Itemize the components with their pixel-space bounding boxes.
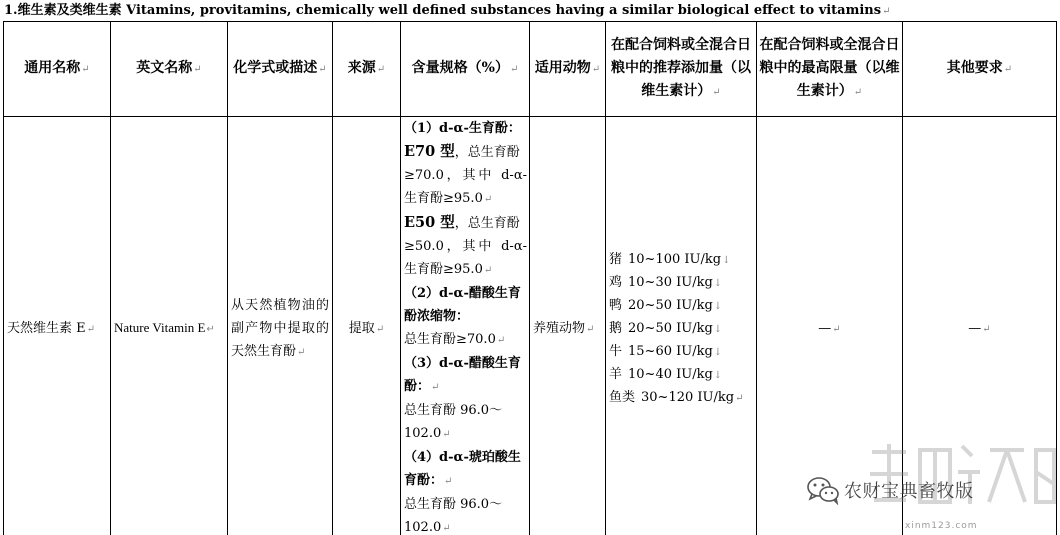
header-recommended-dosage: 在配合饲料或全混合日粮中的推荐添加量（以维生素计）↵ [606,22,757,117]
dosage-row: 鹅 20~50 IU/kg↓ [609,321,723,336]
paragraph-mark: ↵ [882,6,891,17]
header-common-name: 通用名称↵ [4,22,111,117]
header-other-requirements: 其他要求↵ [903,22,1057,117]
header-source: 来源↵ [333,22,401,117]
cell-description: 从天然植物油的副产物中提取的天然生育酚↵ [228,117,333,535]
wechat-icon [806,475,840,505]
dosage-row: 鸭 20~50 IU/kg↓ [609,298,723,313]
watermark [806,470,1046,510]
content-item-3-heading: （3）d-α-醋酸生育 [404,356,521,371]
cell-other-requirements: —↵ [903,117,1057,535]
content-item-2-value: 总生育酚≥70.0 [404,332,496,347]
content-item-2-heading: （2）d-α-醋酸生育 [404,286,521,301]
cell-source: 提取↵ [333,117,401,535]
cell-common-name: 天然维生素 E↵ [4,117,111,535]
content-item-4-value: 总生育酚 96.0～ [404,497,503,512]
dosage-row: 鸡 10~30 IU/kg↓ [609,275,723,290]
content-e70-type: E70 型 [404,143,455,160]
cell-recommended-dosage [606,117,757,535]
document-title: 1.维生素及类维生素 Vitamins, provitamins, chemically well defined substances having a similar biological effect to vitamins↵ [4,3,891,18]
header-animals: 适用动物↵ [530,22,606,117]
content-e70-total: ≥70.0，其中 d-α- [404,168,527,183]
cell-english-name: Nature Vitamin E↵ [111,117,228,535]
header-max-limit: 在配合饲料或全混合日粮中的最高限量（以维生素计）↵ [757,22,903,117]
cell-max-limit: —↵ [757,117,903,535]
cell-content-spec: （1）d-α-生育酚： E70 型，总生育酚 ≥70.0，其中 d-α- 生育酚≥95.0↵ E50 型，总生育酚 ≥50.0，其中 d-α- 生育酚≥95.0↵ （2）d-α-醋酸生育 酚浓缩物： 总生育酚≥70.0↵ （3）d-α-醋酸生育 酚：↵ 总生育酚 96.0～ 102.0↵ （4）d-α-琥珀酸生 育酚：↵ 总生育酚 96.0～ 102.0↵ [401,117,530,535]
header-english-name: 英文名称↵ [111,22,228,117]
dosage-row: 鱼类 30~120 IU/kg↵ [609,390,744,405]
header-content-spec: 含量规格（%）↵ [401,22,530,117]
dosage-row: 牛 15~60 IU/kg↓ [609,344,723,359]
dosage-row: 猪 10~100 IU/kg↓ [609,252,731,267]
content-e50-type: E50 型 [404,214,455,231]
watermark-site: xinm123.com [905,521,978,531]
content-e50-total: ≥50.0，其中 d-α- [404,239,527,254]
content-item-4-heading: （4）d-α-琥珀酸生 [404,450,521,465]
cell-animals: 养殖动物↵ [530,117,606,535]
table-header-row [4,22,1057,117]
header-formula: 化学式或描述↵ [228,22,333,117]
watermark-text: 农财宝典畜牧版 [844,481,974,502]
dosage-row: 羊 10~40 IU/kg↓ [609,367,723,382]
content-item-1-heading: （1）d-α-生育酚： [404,121,521,136]
content-item-3-value: 总生育酚 96.0～ [404,403,503,418]
